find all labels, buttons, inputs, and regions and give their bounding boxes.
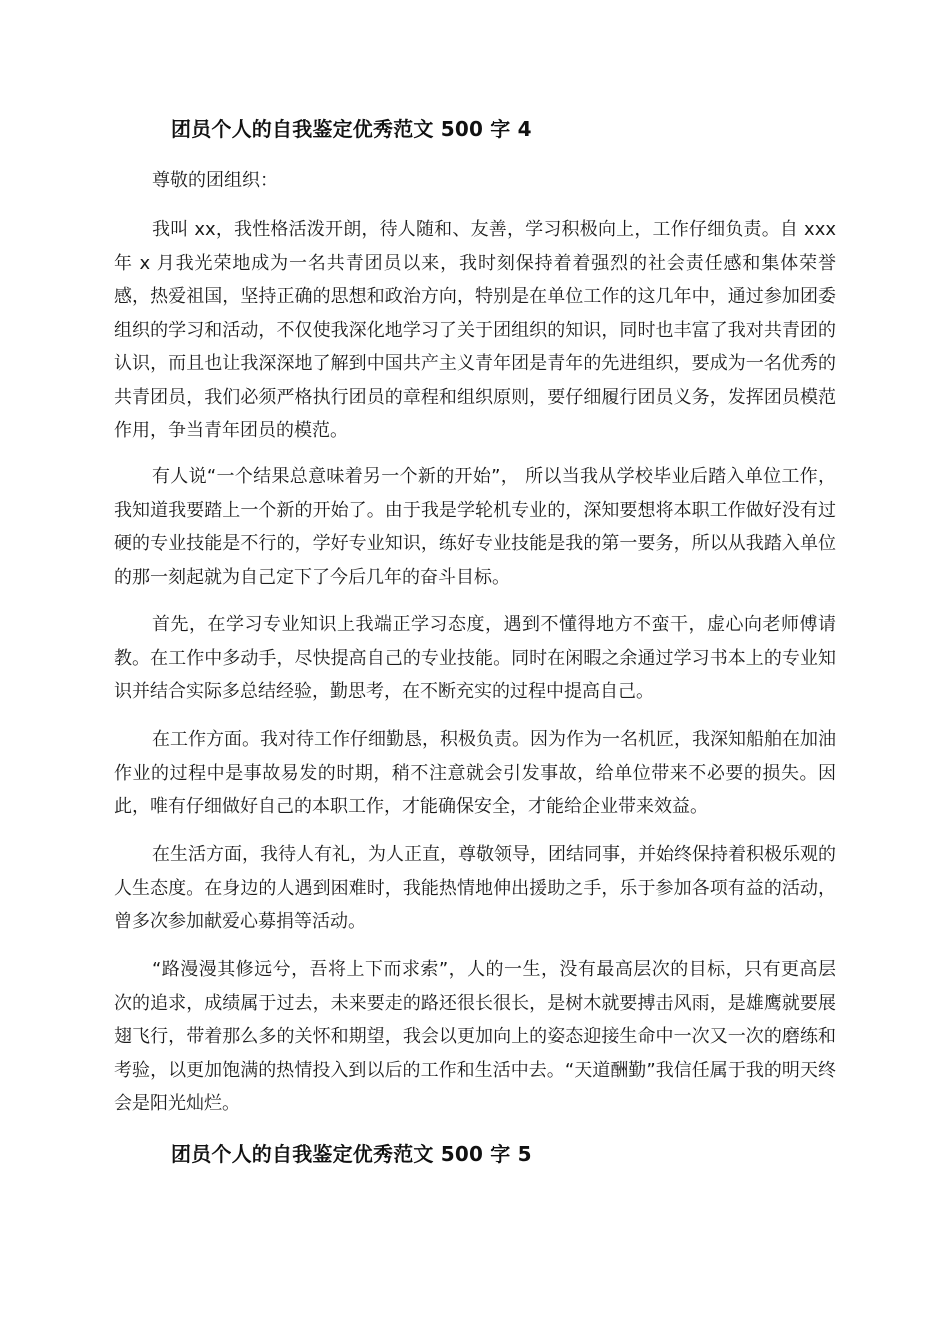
section-heading-5: 团员个人的自我鉴定优秀范文 500 字 5 [171,1142,532,1166]
paragraph-new-start: 有人说“一个结果总意味着另一个新的开始”， 所以当我从学校毕业后踏入单位工作，我知道我要踏上一个新的开始了。由于我是学轮机专业的，深知要想将本职工作做好没有过硬的专业技能是不行的，学好专业知识，练好专业技能是我的第一要务，所以从我踏入单位的那一刻起就为自己定下了今后几年的奋斗目标。 [114,466,836,588]
paragraph-life: 在生活方面，我待人有礼，为人正直，尊敬领导，团结同事，并始终保持着积极乐观的人生态度。在身边的人遇到困难时，我能热情地伸出援助之手，乐于参加各项有益的活动，曾多次参加献爱心募捐等活动。 [114,844,836,932]
paragraph-closing: “路漫漫其修远兮，吾将上下而求索”，人的一生，没有最高层次的目标，只有更高层次的追求，成绩属于过去，未来要走的路还很长很长，是树木就要搏击风雨，是雄鹰就要展翅飞行，带着那么多的关怀和期望，我会以更加向上的姿态迎接生命中一次又一次的磨练和考验，以更加饱满的热情投入到以后的工作和生活中去。“天道酬勤”我信任属于我的明天终会是阳光灿烂。 [114,959,836,1114]
salutation: 尊敬的团组织： [152,170,278,191]
section-heading-4: 团员个人的自我鉴定优秀范文 500 字 4 [171,117,532,141]
paragraph-intro: 我叫 xx，我性格活泼开朗，待人随和、友善，学习积极向上，工作仔细负责。自 xxx 年 x 月我光荣地成为一名共青团员以来，我时刻保持着着强烈的社会责任感和集体荣誉感，热爱祖国，坚持正确的思想和政治方向，特别是在单位工作的这几年中，通过参加团委组织的学习和活动，不仅使我深化地学习了关于团组织的知识，同时也丰富了我对共青团的认识，而且也让我深深地了解到中国共产主义青年团是青年的先进组织，要成为一名优秀的共青团员，我们必须严格执行团员的章程和组织原则，要仔细履行团员义务，发挥团员模范作用，争当青年团员的模范。 [114,219,836,441]
paragraph-work: 在工作方面。我对待工作仔细勤恳，积极负责。因为作为一名机匠，我深知船舶在加油作业的过程中是事故易发的时期，稍不注意就会引发事故，给单位带来不必要的损失。因此，唯有仔细做好自己的本职工作，才能确保安全，才能给企业带来效益。 [114,729,836,817]
paragraph-study: 首先，在学习专业知识上我端正学习态度，遇到不懂得地方不蛮干，虚心向老师傅请教。在工作中多动手，尽快提高自己的专业技能。同时在闲暇之余通过学习书本上的专业知识并结合实际多总结经验，勤思考，在不断充实的过程中提高自己。 [114,614,836,702]
